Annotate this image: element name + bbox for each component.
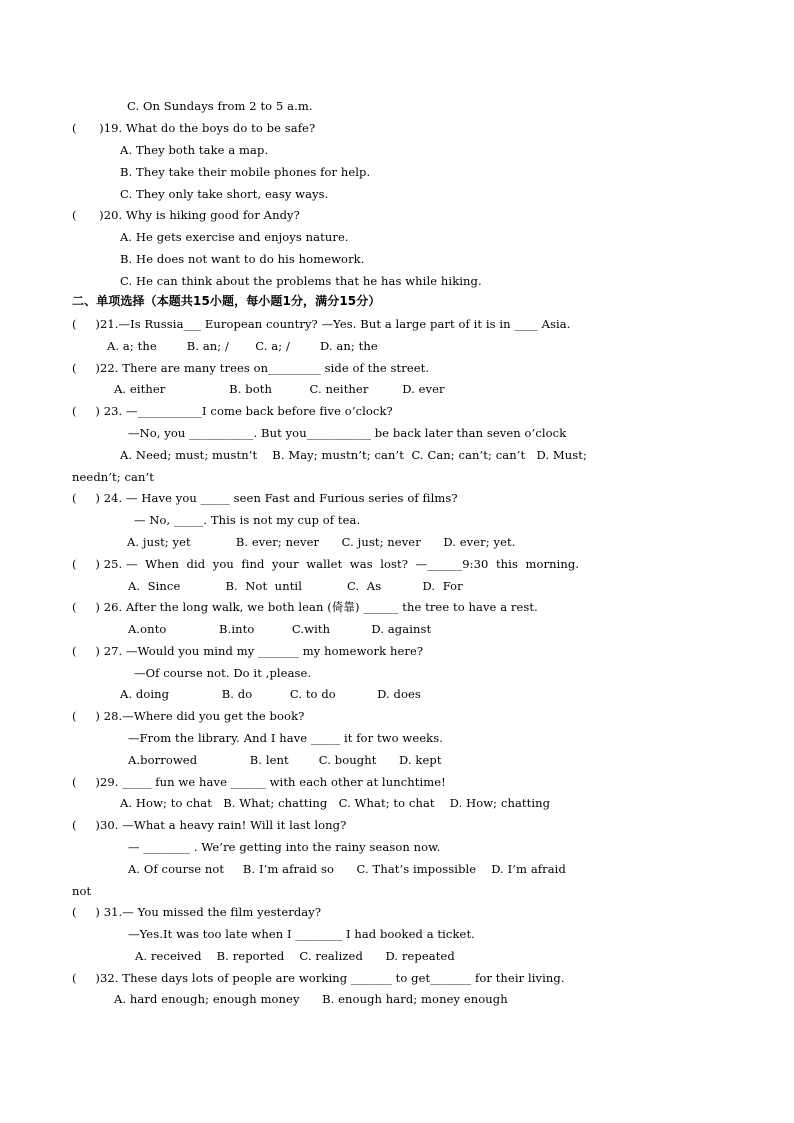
text-line: ( ) 27. —Would you mind my _______ my homework here?	[72, 644, 424, 658]
text-line: ( ) 26. After the long walk, we both lean (倚靠) ______ the tree to have a rest.	[72, 600, 538, 614]
text-line: A. received B. reported C. realized D. repeated	[135, 949, 455, 963]
text-line: A. He gets exercise and enjoys nature.	[120, 230, 349, 244]
text-line: ( ) 28.—Where did you get the book?	[72, 709, 305, 723]
text-line: B. He does not want to do his homework.	[120, 252, 365, 266]
text-line: —From the library. And I have _____ it for two weeks.	[128, 731, 443, 745]
text-line: ( )30. —What a heavy rain! Will it last long?	[72, 818, 347, 832]
text-line: A. Need; must; mustn’t B. May; mustn’t; can’t C. Can; can’t; can’t D. Must;	[120, 448, 587, 462]
text-line: C. On Sundays from 2 to 5 a.m.	[127, 99, 313, 113]
section-heading: 二、单项选择（本题共15小题，每小题1分，满分15分）	[72, 294, 381, 308]
text-line: ( ) 24. — Have you _____ seen Fast and Furious series of films?	[72, 491, 458, 505]
text-line: ( )32. These days lots of people are working _______ to get_______ for their living.	[72, 971, 565, 985]
text-line: A. How; to chat B. What; chatting C. What; to chat D. How; chatting	[120, 796, 551, 810]
text-line: C. They only take short, easy ways.	[120, 187, 329, 201]
text-line: A. Of course not B. I’m afraid so C. That’s impossible D. I’m afraid	[128, 862, 566, 876]
text-line: C. He can think about the problems that he has while hiking.	[120, 274, 482, 288]
text-line: ( )21.—Is Russia___ European country? —Yes. But a large part of it is in ____ Asia.	[72, 317, 571, 331]
text-line: —Of course not. Do it ,please.	[134, 666, 312, 680]
text-line: A. Since B. Not until C. As D. For	[128, 579, 463, 593]
text-line: A. They both take a map.	[120, 143, 269, 157]
text-line: — No, _____. This is not my cup of tea.	[134, 513, 361, 527]
text-line: ( )20. Why is hiking good for Andy?	[72, 208, 300, 222]
text-line: ( )19. What do the boys do to be safe?	[72, 121, 316, 135]
text-line: needn’t; can’t	[72, 470, 154, 484]
text-line: ( ) 23. —___________I come back before five o’clock?	[72, 404, 393, 418]
text-line: A. either B. both C. neither D. ever	[114, 382, 445, 396]
text-line: —Yes.It was too late when I ________ I had booked a ticket.	[128, 927, 475, 941]
text-line: A. doing B. do C. to do D. does	[120, 687, 421, 701]
text-line: A. a; the B. an; / C. a; / D. an; the	[107, 339, 378, 353]
text-line: B. They take their mobile phones for help.	[120, 165, 371, 179]
text-line: A.onto B.into C.with D. against	[128, 622, 432, 636]
text-line: not	[72, 884, 92, 898]
text-line: ( )29. _____ fun we have ______ with each other at lunchtime!	[72, 775, 446, 789]
text-line: — ________ . We’re getting into the rainy season now.	[128, 840, 441, 854]
text-line: —No, you ___________. But you___________ be back later than seven o’clock	[128, 426, 567, 440]
text-line: A. just; yet B. ever; never C. just; never D. ever; yet.	[127, 535, 516, 549]
text-line: ( ) 31.— You missed the film yesterday?	[72, 905, 322, 919]
text-line: A. hard enough; enough money B. enough hard; money enough	[114, 992, 508, 1006]
text-line: ( )22. There are many trees on_________ side of the street.	[72, 361, 430, 375]
text-line: A.borrowed B. lent C. bought D. kept	[128, 753, 442, 767]
text-line: ( ) 25. — When did you find your wallet was lost? —______9:30 this morning.	[72, 557, 580, 571]
